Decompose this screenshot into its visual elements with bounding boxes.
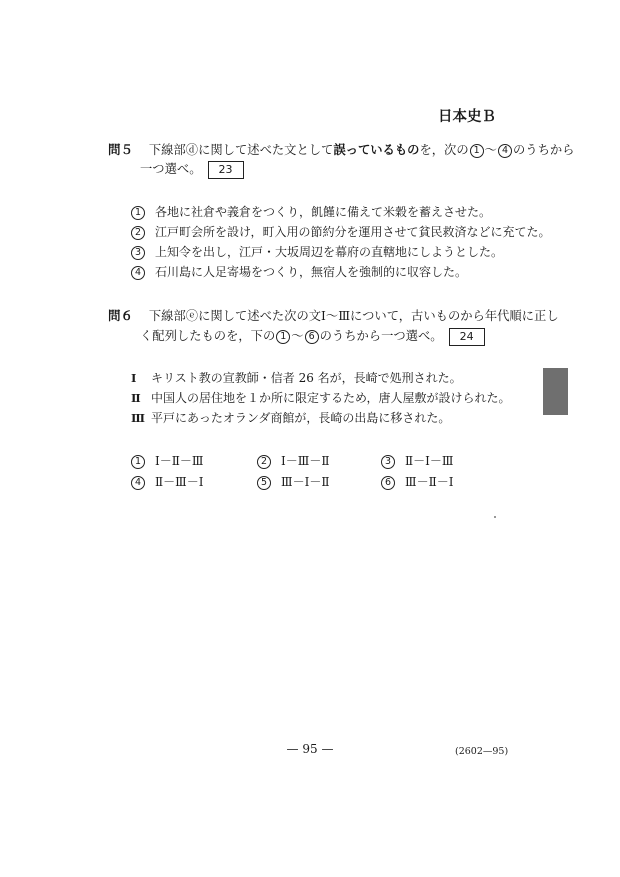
q6-statement-1 [131,369,462,387]
q5-option-4-number: 4 [131,266,145,280]
q5-option-3[interactable] [131,243,503,261]
q6-statement-2-number: Ⅱ [131,391,141,405]
q5-range-sep: 〜 [484,143,497,157]
q6-answer-box[interactable]: 24 [449,328,485,346]
q5-answer-box[interactable]: 23 [208,161,244,179]
q6-choice-2-text: Ⅰ－Ⅲ－Ⅱ [281,454,330,468]
q6-choice-3-text: Ⅱ－Ⅰ－Ⅲ [405,454,454,468]
q5-emphasis: 誤っているもの [333,142,420,157]
q6-choice-1-number: 1 [131,455,145,469]
q6-label: 問６ [108,308,134,323]
q6-statement-3-number: Ⅲ [131,411,146,425]
q6-line-2 [140,327,485,346]
q5-text-d: のうちから [512,143,575,157]
q5-option-1-number: 1 [131,206,145,220]
q5-option-2-text: 江戸町会所を設け，町入用の節約分を運用させて貧民救済などに充てた。 [155,225,551,239]
q6-statement-1-number: Ⅰ [131,371,137,385]
q6-choice-5-number: 5 [257,476,271,490]
subject-title: 日本史Ｂ [438,108,496,125]
q6-choice-4-number: 4 [131,476,145,490]
page-code: (2602—95) [455,746,509,757]
q6-statement-3 [131,409,450,427]
q5-option-3-text: 上知令を出し，江戸・大坂周辺を幕府の直轄地にしようとした。 [155,245,504,259]
q6-choice-1[interactable] [131,452,203,470]
q5-range-start: 1 [470,144,484,158]
q5-option-4-text: 石川島に人足寄場をつくり，無宿人を強制的に収容した。 [155,265,468,279]
q6-choice-6-text: Ⅲ－Ⅱ－Ⅰ [405,475,454,489]
q5-text-c: を，次の [419,143,469,157]
q5-line-1 [108,141,574,159]
page-number: — 95 — [286,742,334,756]
q6-range-end: 6 [305,330,319,344]
q6-choice-2-number: 2 [257,455,271,469]
q6-choice-3[interactable] [381,452,453,470]
q6-choice-4[interactable] [131,473,203,491]
scan-speck [494,516,496,518]
q6-choice-1-text: Ⅰ－Ⅱ－Ⅲ [155,454,204,468]
q6-range-sep: 〜 [291,329,304,343]
q6-statement-1-text: キリスト教の宣教師・信者 26 名が，長崎で処刑された。 [151,371,462,385]
q5-underline-mark: ⓓ [185,143,199,157]
q6-choice-2[interactable] [257,452,329,470]
q6-statement-3-text: 平戸にあったオランダ商館が，長崎の出島に移された。 [151,411,451,425]
q6-choice-3-number: 3 [381,455,395,469]
q5-option-2-number: 2 [131,226,145,240]
q6-choice-6-number: 6 [381,476,395,490]
q6-choice-5[interactable] [257,473,329,491]
q6-choice-5-text: Ⅲ－Ⅰ－Ⅱ [281,475,330,489]
q5-text-a: 下線部 [148,143,186,157]
q6-text-b: に関して述べた次の文Ⅰ〜Ⅲについて，古いものから年代順に正し [198,309,559,323]
section-tab-marker [543,368,568,415]
q5-option-3-number: 3 [131,246,145,260]
q6-statement-2-text: 中国人の居住地を１か所に限定するため，唐人屋敷が設けられた。 [151,391,511,405]
q6-choice-6[interactable] [381,473,453,491]
q5-option-1[interactable] [131,203,491,221]
q6-text-c: く配列したものを，下の [140,329,276,343]
q6-choice-4-text: Ⅱ－Ⅲ－Ⅰ [155,475,204,489]
q5-text-b: に関して述べた文として [198,143,334,157]
q5-option-2[interactable] [131,223,551,241]
q6-text-d: のうちから一つ選べ。 [319,329,443,343]
q5-option-1-text: 各地に社倉や義倉をつくり，飢饉に備えて米穀を蓄えさせた。 [155,205,492,219]
q6-underline-mark: ⓔ [185,309,199,323]
q6-text-a: 下線部 [148,309,186,323]
q5-label: 問５ [108,142,134,157]
q5-line-2 [140,160,244,179]
q5-option-4[interactable] [131,263,467,281]
q5-range-end: 4 [498,144,512,158]
q6-line-1 [108,307,559,325]
q6-statement-2 [131,389,511,407]
q6-range-start: 1 [276,330,290,344]
q5-text-line2: 一つ選べ。 [140,162,202,176]
